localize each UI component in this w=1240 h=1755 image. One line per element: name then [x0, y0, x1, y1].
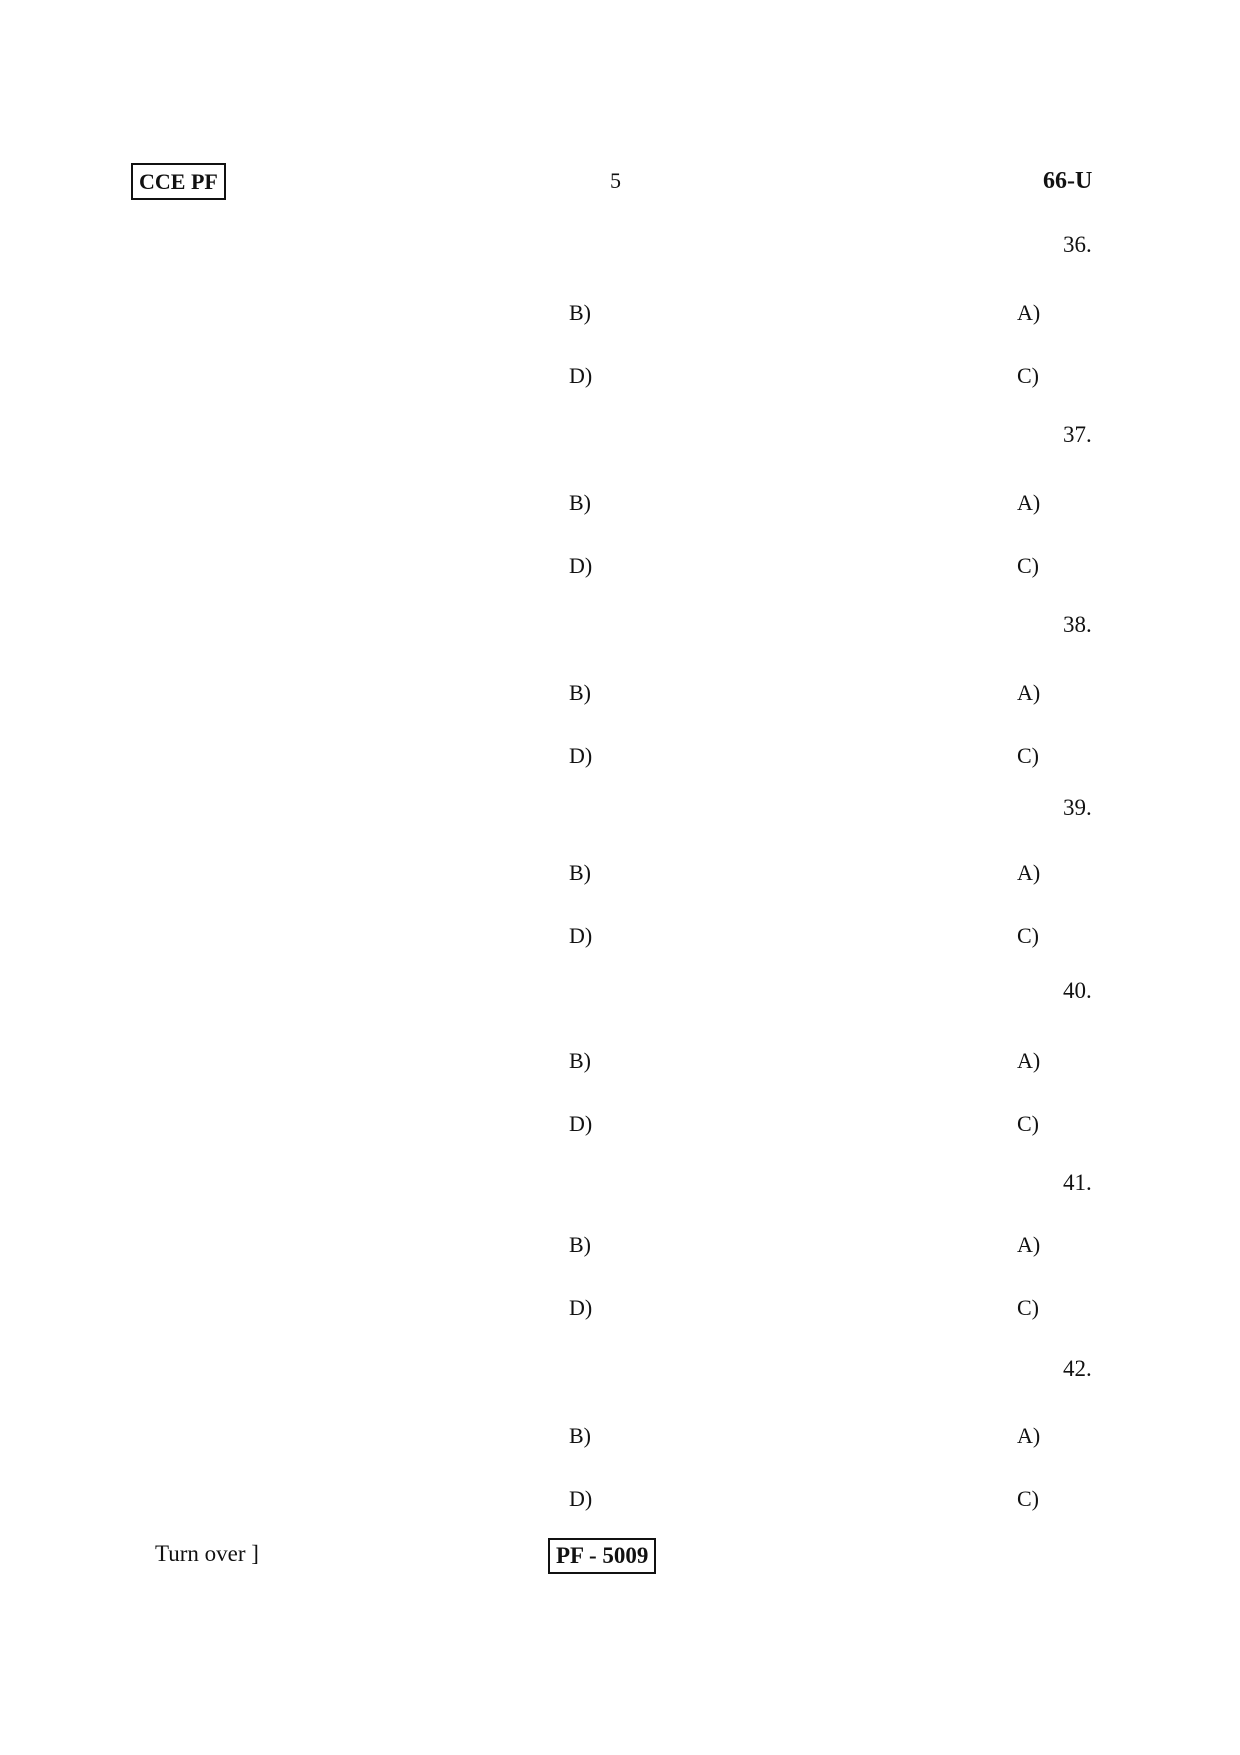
option-d-letter: D): [569, 743, 593, 768]
option-c-letter: C): [1017, 1111, 1039, 1136]
option-a-letter: A): [1017, 1048, 1041, 1073]
page-number: 5: [610, 168, 621, 193]
option-c-letter: C): [1017, 1486, 1039, 1511]
option-d-letter: D): [569, 923, 593, 948]
option-d-letter: D): [569, 363, 593, 388]
option-b-letter: B): [569, 1048, 591, 1073]
turn-over-text: Turn over ]: [155, 1541, 259, 1566]
option-a-letter: A): [1017, 680, 1041, 705]
option-d-letter: D): [569, 1295, 593, 1320]
option-c-letter: C): [1017, 1295, 1039, 1320]
question-number: 40.: [1063, 978, 1092, 1003]
option-c-letter: C): [1017, 743, 1039, 768]
question-number: 37.: [1063, 422, 1092, 447]
option-b-letter: B): [569, 490, 591, 515]
option-a-letter: A): [1017, 300, 1041, 325]
question-number: 38.: [1063, 612, 1092, 637]
option-d-letter: D): [569, 1111, 593, 1136]
footer-paper-code: PF - 5009: [548, 1538, 656, 1574]
option-a-letter: A): [1017, 860, 1041, 885]
option-b-letter: B): [569, 300, 591, 325]
option-a-letter: A): [1017, 1423, 1041, 1448]
option-a-letter: A): [1017, 1232, 1041, 1257]
question-number: 39.: [1063, 795, 1092, 820]
paper-code: 66-U: [1043, 168, 1093, 194]
question-number: 36.: [1063, 232, 1092, 257]
question-number: 41.: [1063, 1170, 1092, 1195]
option-d-letter: D): [569, 1486, 593, 1511]
option-d-letter: D): [569, 553, 593, 578]
option-c-letter: C): [1017, 363, 1039, 388]
option-b-letter: B): [569, 1232, 591, 1257]
option-b-letter: B): [569, 860, 591, 885]
option-b-letter: B): [569, 1423, 591, 1448]
option-c-letter: C): [1017, 553, 1039, 578]
option-a-letter: A): [1017, 490, 1041, 515]
question-number: 42.: [1063, 1356, 1092, 1381]
cce-pf-label: CCE PF: [131, 163, 226, 200]
option-b-letter: B): [569, 680, 591, 705]
option-c-letter: C): [1017, 923, 1039, 948]
